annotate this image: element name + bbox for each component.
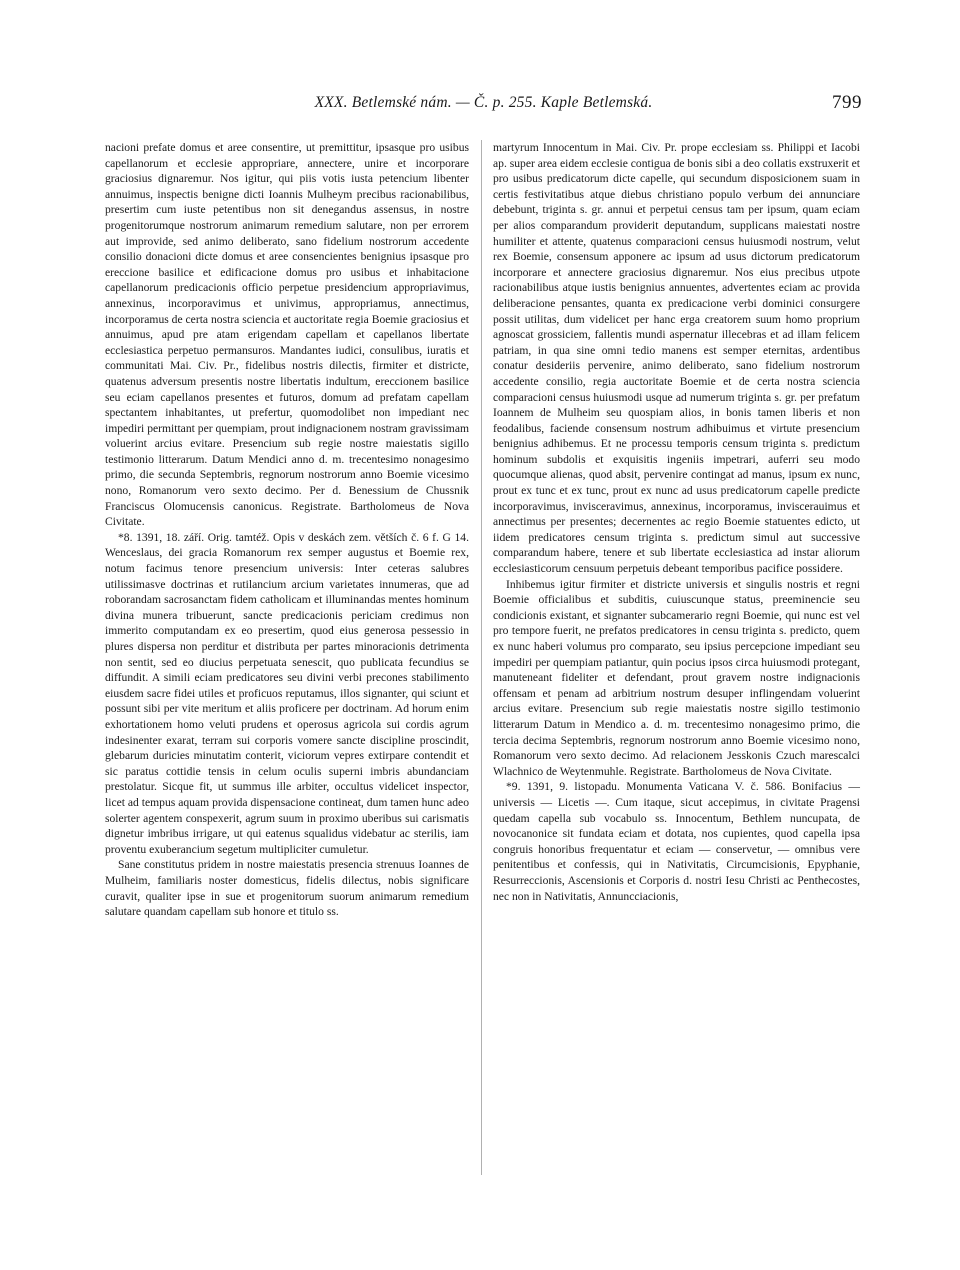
column-divider <box>481 140 482 1175</box>
paragraph: nacioni prefate domus et aree consentire, ut premittitur, ipsasque pro usibus capellanorum et ecclesie appropriare, annectere, unire et incorporare graciosius dignaremur. Nos igitur, qui piis votis iusta petencium libenter annuimus, inspectis benigne dicti Ioannis Mulheym precibus racionabilibus, presertim cum iuste petentibus non sit denegandus assensus, in nostre progenitorumque nostrorum animarum remedium salutare, non per errorem aut improvide, sed animo deliberato, sano fidelium nostrorum accedente consilio donacioni dicte domus et aree consencientes benignius ipsasque pro ereccione basilice et edificacione domus pro usibus et inhabitacione capellanorum predicacionis officio perpetue presidencium appropriavimus, annexinus, incorporavimus et univimus, appropriamus, annectimus, incorporamus de certa nostra sciencia et auctoritate regia Boemie graciosius et annuimus, apud pre atam erigendam capellam et capellanos libertate ecclesiastica perpetuo permansuros. Mandantes iudici, consulibus, iuratis et communitati Mai. Civ. Pr., fidelibus nostris dilectis, firmiter et districte, quatenus adversum presentis nostre libertatis indultum, ereccionem basilice seu eciam capellanos presentes et futuros, domum ad prefatam capellam spectantem inhabitantes, ut prefertur, quomodolibet non impediant nec impediri permittant per quempiam, prout indignacionem nostram gravissimam voluerint arcius evitare. Presencium sub regie nostre maiestatis sigillo testimonio litterarum. Datum Mendici anno d. m. trecentesimo nonagesimo primo, die secunda Septembris, regnorum nostrorum anno Boemie vicesimo nono, Romanorum vero sexto decimo. Per d. Benessium de Chussnik Franciscus Olomucensis canonicus. Registrate. Bartholomeus de Nova Civitate. <box>105 141 469 529</box>
right-column <box>493 140 860 904</box>
page-number: 799 <box>832 92 862 113</box>
left-column <box>105 140 469 920</box>
paragraph: *8. 1391, 18. září. Orig. tamtéž. Opis v deskách zem. větších č. 6 f. G 14. Wenceslaus, dei gracia Romanorum rex semper augustus et Boemie rex, notum facimus tenore presencium universis: Inter ceteras salubres utilissimasve doctrinas et rutilancium arcium varietates innumeras, que ad roborandam sacrosanctam fidem catholicam et illuminandas mentes hominum divina munera tribuerunt, sancte predicacionis periciam credimus non immerito computandam ex eo presertim, quod eius generosa pessessio in plures dispersa non perditur et distributa per partes minoracionis detrimenta non sentit, sed eo diucius perpetuata senescit, quo publicata fecundius se diffundit. A simili eciam predicatores seu divini verbi precones stabilimento eiusdem sacre fidei utiles et proficuos reputamus, illos signanter, qui sciunt et possunt sibi per vite meritum et aliis proficere per doctrinam. Ad horum enim exhortationem homo veluti prudens et operosus agricola sui cordis agrum indesinenter exarat, terram sui corporis vomere sancte discipline proscindit, glebarum duricies minutatim conterit, viciorum vepres extirpare contendit et sic paratus cottidie tensis in celum oculis superni imbris abundanciam prestolatur. Sicque fit, ut summus ille arbiter, occultus videlicet inspector, licet ad tempus aquam provida dispensacione contineat, dum tamen hunc adeo solerter agentem conspexerit, agrum suum in proximo uberibus sui carismatis dignetur imbribus irrigare, ut qui eatenus squalidus videbatur ac sterilis, iam proventu exuberancium segetum multipliciter cumuletur. <box>105 530 469 856</box>
paragraph: *9. 1391, 9. listopadu. Monumenta Vaticana V. č. 586. Bonifacius — universis — Licetis —. Cum itaque, sicut accepimus, in civitate Pragensi quedam capella sub vocabulo ss. Innocentum, Bethlem nuncupata, de novocanonice sit fundata eciam et dotata, nos cupientes, quod capella ipsa congruis honoribus frequentatur et eciam — conservetur, — omnibus vere penitentibus et confessis, qui in Nativitatis, Circumcisionis, Epyphanie, Resurreccionis, Ascensionis et Corporis d. nostri Iesu Christi ac Penthecostes, nec non in Nativitatis, Annuncciacionis, <box>493 780 860 903</box>
running-head: XXX. Betlemské nám. — Č. p. 255. Kaple Betlemská. <box>314 94 653 111</box>
paragraph: martyrum Innocentum in Mai. Civ. Pr. prope ecclesiam ss. Philippi et Iacobi ap. super area eidem ecclesie contigua de bonis sibi a deo collatis exstruxerit et pro usibus predicatorum dicte capelle, qui secundum disposicionem suam in certis festivitatibus atque diebus christiano populo verbum dei annunciare debebunt, triginta s. gr. annui et perpetui census tam per ipsum, quam eciam per alios comparandum providerit deputandum, supplicans maiestati nostre humiliter et attente, quatenus comparacioni census huiusmodi nostrum, velut rex Boemie, consensum apponere ac ipsum ad usus dictorum predicatorum incorporare et annectere graciosius dignaremur. Nos eius precibus utpote racionabilibus atque iustis benignius annuentes, advertentes eciam ac provida deliberacione pensantes, quanta ex predicacione verbi dominici consurgere possit utilitas, dum videlicet per hanc erga creatorem suum homo proprium agnoscat grossiciem, fallentis mundi aspernatur illecebras et ad illam felicem patriam, in qua sine omni tedio manens est semper eternitas, ardentibus conatur desideriis pervenire, animo deliberato, sano fidelium nostrorum accedente consilio, regia auctoritate Boemie et de certa nostra sciencia comparacioni census huiusmodi usque ad numerum triginta s. gr. per prefatum Ioannem de Mulheim seu quospiam alios, in bonis tamen liberis et non feodalibus, faciende consensum nostrum adhibuimus et virtute presencium benignius adhibemus. Et ne processu temporis censum triginta s. predictum hominum subdolis et exquisitis ingeniis impetrari, auferri seu modo quocumque alienas, quod absit, pervenire contingat ad manus, ipsum ex nunc, prout ex tunc et ex tunc, prout ex nunc ad usus predicatorum capelle predicte incorporavimus, invisceravimus, annexinus, incorporamus, inviscerauimus et annectimus per presentes; decernentes ac regio Boemie statuentes edicto, ut iidem predicatores censum triginta s. predictum simul aut successive comparandum habere, tenere et sub libertate ecclesiastica ad instar aliorum ecclesiasticorum censuum perpetuis debeant temporibus pacifice possidere. <box>493 141 860 576</box>
page-header <box>105 92 862 116</box>
paragraph: Inhibemus igitur firmiter et districte universis et singulis nostris et regni Boemie officialibus et subditis, cuiuscunque status, preeminencie seu condicionis existant, et signanter subcamerario regni Boemie, qui nunc est vel pro tempore fuerit, ne prefatos predicatores in censu triginta s. predicto, quem ex nunc haberi volumus pro comparato, seu ipsius percepcione impediant seu impediri per quempiam patiantur, quin pocius ipsos circa huiusmodi protegant, manuteneant fideliter et defendant, prout gravem nostre indignacionis offensam et penam ad arbitrium nostrum desuper inflingendam voluerint arcius evitare. Presencium sub regie maiestatis nostre sigillo testimonio litterarum Datum in Mendico a. d. m. trecentesimo nonagesimo primo, die tercia decima Septembris, regnorum nostrorum anno Boemie vicesimo nono, Romanorum vero sexto decimo. Ad relacionem Jesskonis Czuch marescalci Wlachnico de Weytenmuhle. Registrate. Bartholomeus de Nova Civitate. <box>493 577 860 778</box>
paragraph: Sane constitutus pridem in nostre maiestatis presencia strenuus Ioannes de Mulheim, familiaris noster domesticus, fidelis dilectus, nobis significare curavit, qualiter ipse in sue et progenitorum suorum animarum remedium salutare quandam capellam sub honore et titulo ss. <box>105 858 469 919</box>
